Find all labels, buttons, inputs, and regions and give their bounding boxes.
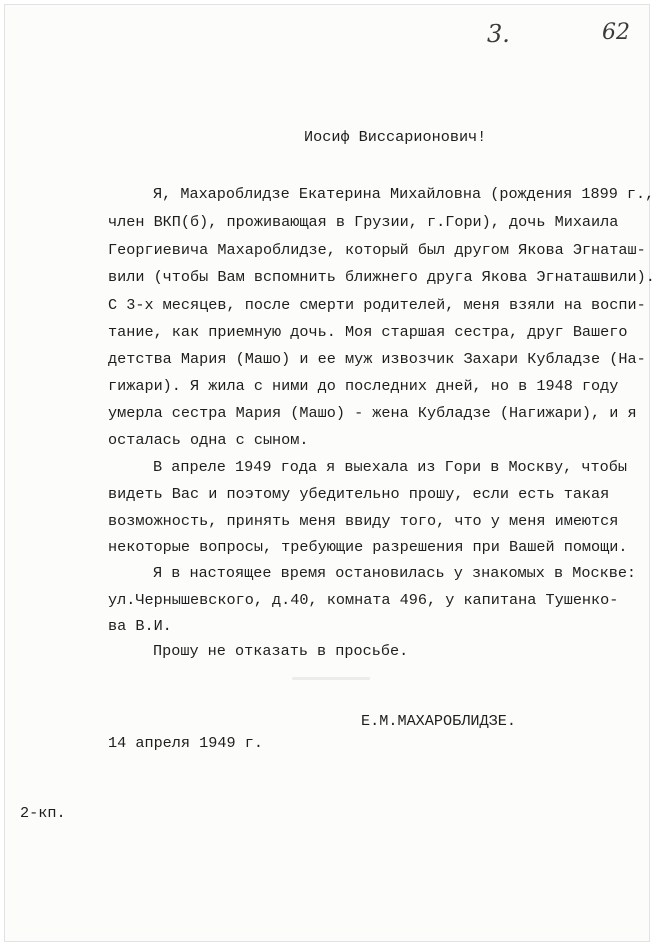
handwritten-page-number: 62 (602, 20, 630, 45)
letter-line: детства Мария (Машо) и ее муж извозчик Захари Кубладзе (На- (108, 350, 646, 368)
letter-line: ул.Чернышевского, д.40, комната 496, у капитана Тушенко- (108, 591, 619, 609)
letter-line: видеть Вас и поэтому убедительно прошу, если есть такая (108, 485, 610, 503)
letter-line: возможность, принять меня ввиду того, что у меня имеются (108, 512, 619, 530)
faint-stamp-mark (292, 677, 370, 680)
copies-note: 2-кп. (20, 804, 66, 822)
letter-line: умерла сестра Мария (Машо) - жена Кубладзе (Нагижари), и я (108, 404, 637, 422)
letter-line: осталась одна с сыном. (108, 431, 309, 449)
signature: Е.М.МАХАРОБЛИДЗЕ. (361, 712, 516, 730)
letter-line: некоторые вопросы, требующие разрешения при Вашей помощи. (108, 538, 628, 556)
letter-line: Я в настоящее время остановилась у знакомых в Москве: (153, 564, 637, 582)
letter-line: В апреле 1949 года я выехала из Гори в Москву, чтобы (153, 458, 627, 476)
letter-line: С 3-х месяцев, после смерти родителей, меня взяли на воспи- (108, 296, 646, 314)
letter-line: вили (чтобы Вам вспомнить ближнего друга Якова Эгнаташвили). (108, 268, 655, 286)
letter-line: член ВКП(б), проживающая в Грузии, г.Гори), дочь Михаила (108, 213, 619, 231)
letter-line: ва В.И. (108, 617, 172, 635)
document-page (4, 4, 655, 942)
letter-line: Прошу не отказать в просьбе. (153, 642, 409, 660)
letter-line: тание, как приемную дочь. Моя старшая сестра, друг Вашего (108, 323, 628, 341)
letter-line: Георгиевича Махароблидзе, который был другом Якова Эгнаташ- (108, 241, 646, 259)
letter-line: гижари). Я жила с ними до последних дней, но в 1948 году (108, 377, 619, 395)
letter-date: 14 апреля 1949 г. (108, 734, 263, 752)
letter-line: Я, Махароблидзе Екатерина Михайловна (рождения 1899 г., (153, 185, 655, 203)
greeting: Иосиф Виссарионович! (304, 128, 487, 146)
handwritten-mark-left: 3. (487, 20, 510, 48)
